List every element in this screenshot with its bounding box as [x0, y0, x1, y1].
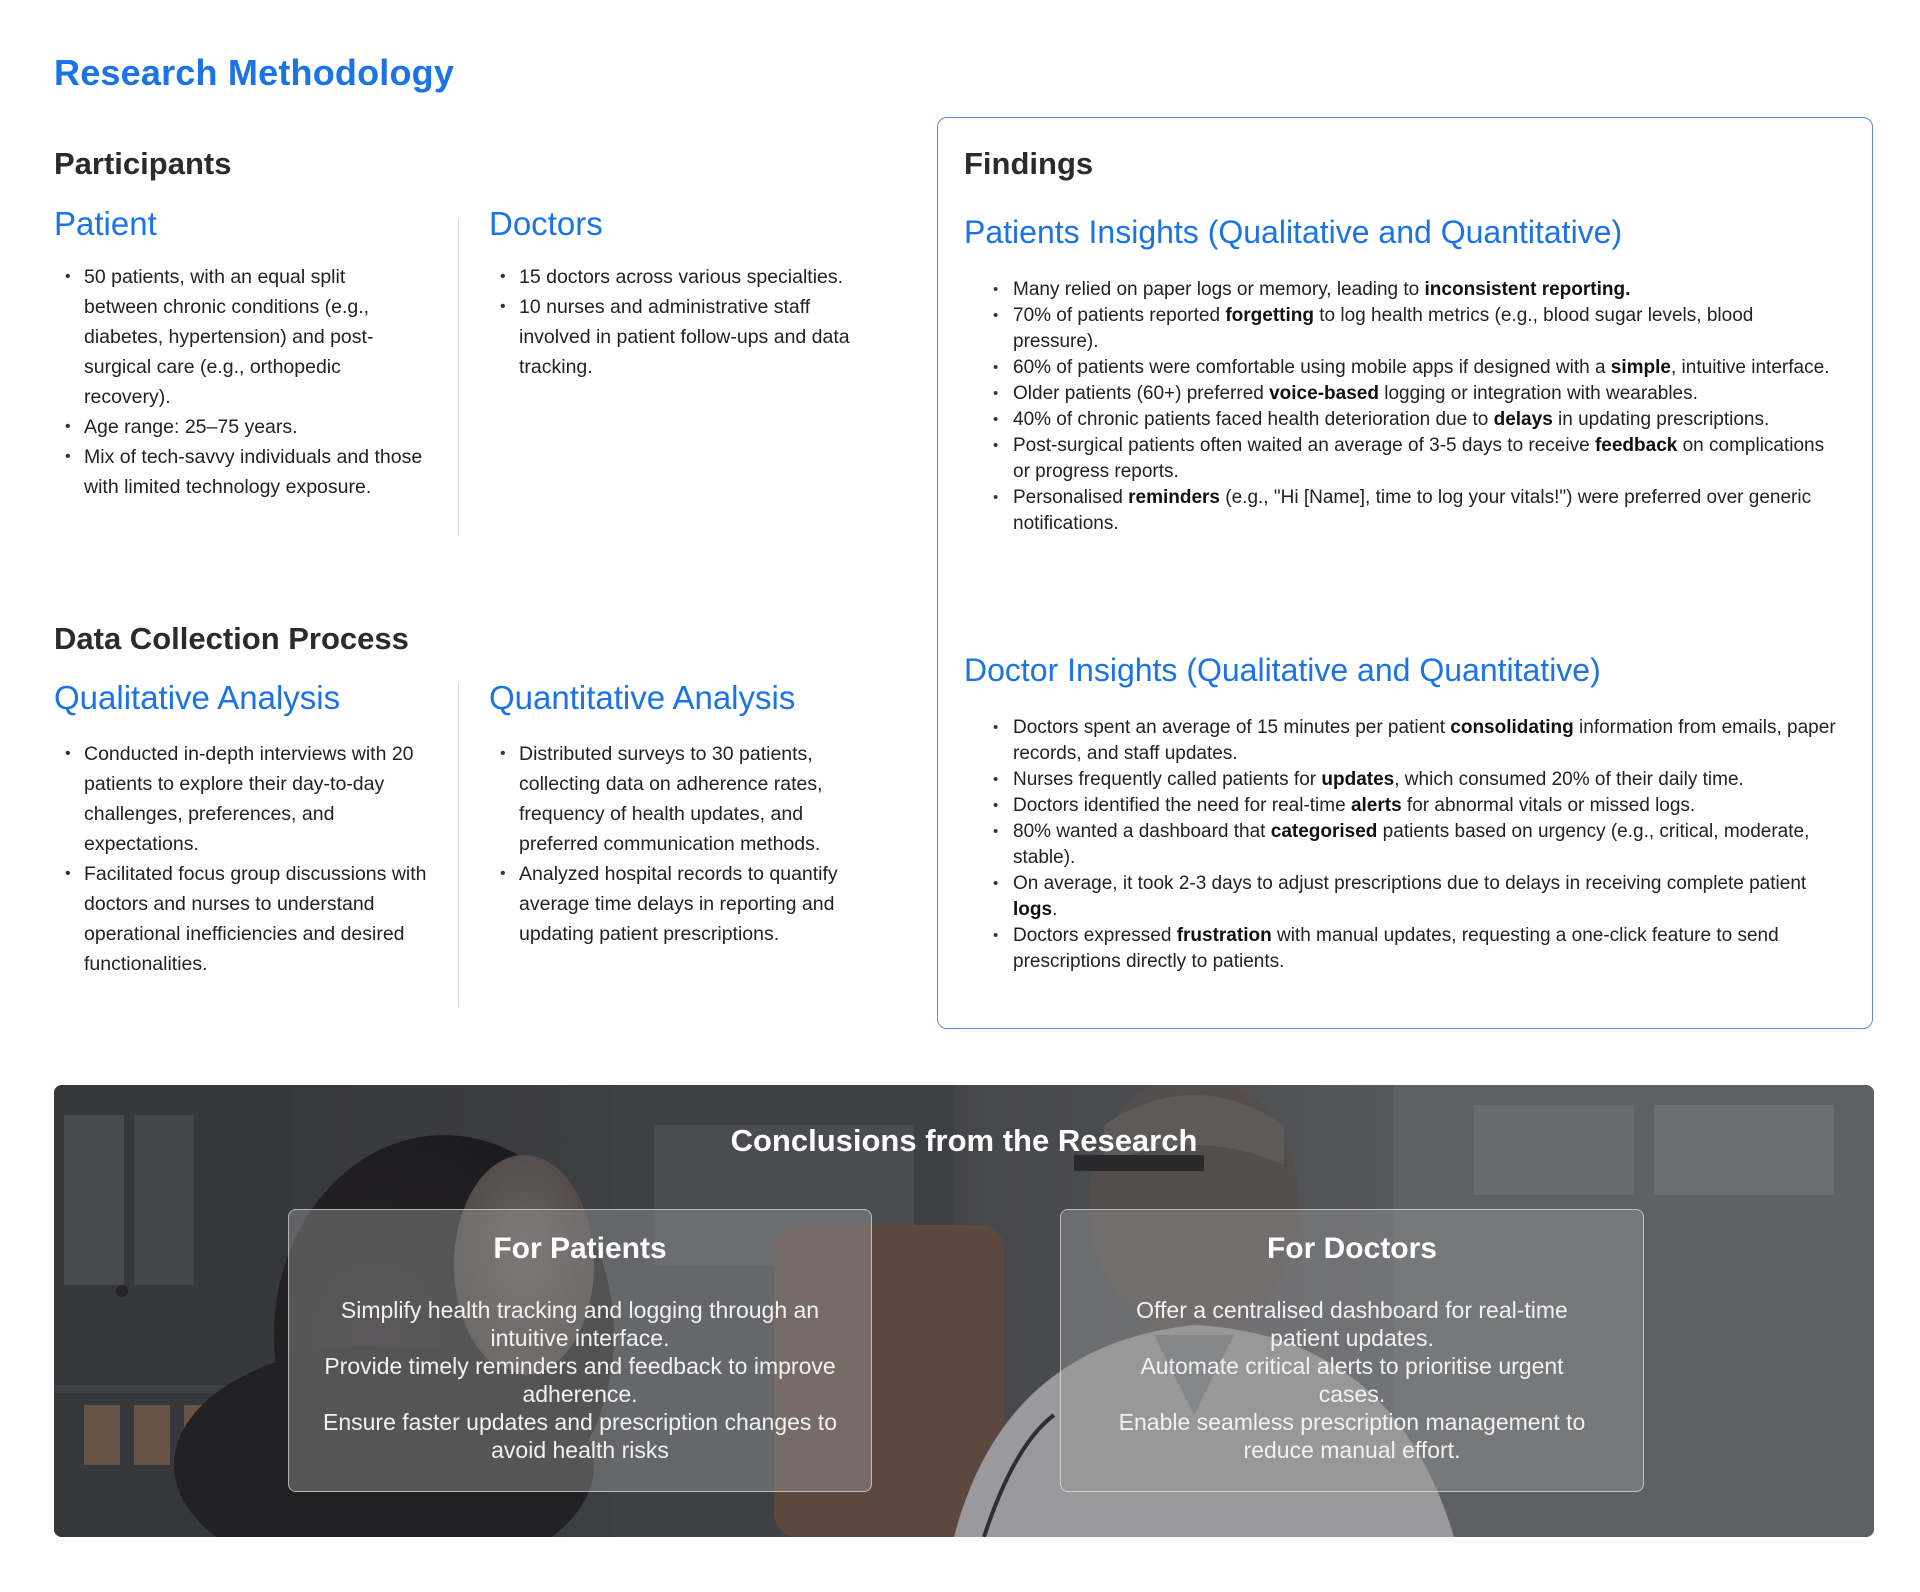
for-doctors-heading: For Doctors: [1266, 1232, 1437, 1265]
list-item: • Post-surgical patients often waited an average of 3-5 days to receive feedback on complications or progress reports.: [993, 433, 1843, 485]
list-item: • Many relied on paper logs or memory, leading to inconsistent reporting.: [993, 277, 1843, 303]
quantitative-heading: Quantitative Analysis: [489, 679, 796, 716]
list-item: • Doctors spent an average of 15 minutes per patient consolidating information from emails, paper records, and staff updates.: [993, 715, 1848, 767]
for-doctors-card: [1060, 1209, 1644, 1492]
list-item: • 50 patients, with an equal split between chronic conditions (e.g., diabetes, hypertension) and post-surgical care (e.g., orthopedic recovery).: [54, 262, 424, 412]
list-item: • Older patients (60+) preferred voice-based logging or integration with wearables.: [993, 381, 1843, 407]
for-patients-card: [288, 1209, 872, 1492]
list-item: • Analyzed hospital records to quantify average time delays in reporting and updating patient prescriptions.: [489, 859, 881, 949]
conclusions-banner: [54, 1085, 1874, 1537]
doctor-insights-heading: Doctor Insights (Qualitative and Quantitative): [964, 652, 1601, 688]
list-item: • Mix of tech-savvy individuals and those with limited technology exposure.: [54, 442, 424, 502]
participants-heading: Participants: [54, 146, 232, 181]
list-item: • Nurses frequently called patients for updates, which consumed 20% of their daily time.: [993, 767, 1848, 793]
doctors-heading: Doctors: [489, 205, 603, 242]
page-title: Research Methodology: [54, 52, 455, 93]
doctors-list: [489, 262, 869, 382]
quantitative-list: [489, 739, 881, 949]
for-patients-text: [311, 1296, 849, 1464]
list-item: • Doctors identified the need for real-time alerts for abnormal vitals or missed logs.: [993, 793, 1848, 819]
list-item: • 15 doctors across various specialties.: [489, 262, 869, 292]
list-item: • Distributed surveys to 30 patients, collecting data on adherence rates, frequency of health updates, and preferred communication methods.: [489, 739, 881, 859]
list-item: • 70% of patients reported forgetting to log health metrics (e.g., blood sugar levels, blood pressure).: [993, 303, 1843, 355]
list-item: • Age range: 25–75 years.: [54, 412, 424, 442]
list-item: • 60% of patients were comfortable using mobile apps if designed with a simple, intuitive interface.: [993, 355, 1843, 381]
patients-insights-heading: Patients Insights (Qualitative and Quantitative): [964, 214, 1623, 250]
conclusion-line: Simplify health tracking and logging through an intuitive interface.: [340, 1297, 820, 1351]
conclusion-line: Automate critical alerts to prioritise urgent cases.: [1140, 1353, 1564, 1407]
list-item: • 40% of chronic patients faced health deterioration due to delays in updating prescriptions.: [993, 407, 1843, 433]
conclusions-heading: Conclusions from the Research: [730, 1123, 1198, 1158]
patients-insights-list: [993, 277, 1843, 537]
list-item: • 10 nurses and administrative staff involved in patient follow-ups and data tracking.: [489, 292, 869, 382]
data-collection-heading: Data Collection Process: [54, 621, 409, 656]
list-item: • Conducted in-depth interviews with 20 patients to explore their day-to-day challenges, preferences, and expectations.: [54, 739, 446, 859]
for-doctors-text: [1111, 1296, 1593, 1464]
conclusion-line: Ensure faster updates and prescription changes to avoid health risks: [323, 1409, 837, 1463]
for-patients-heading: For Patients: [493, 1232, 667, 1265]
list-item: • Facilitated focus group discussions with doctors and nurses to understand operational inefficiencies and desired functionalities.: [54, 859, 446, 979]
list-item: • 80% wanted a dashboard that categorised patients based on urgency (e.g., critical, moderate, stable).: [993, 819, 1848, 871]
patient-list: [54, 262, 424, 502]
patient-heading: Patient: [54, 205, 157, 242]
column-divider: [458, 218, 459, 536]
qualitative-list: [54, 739, 446, 979]
list-item: • On average, it took 2-3 days to adjust prescriptions due to delays in receiving complete patient logs.: [993, 871, 1848, 923]
conclusion-line: Provide timely reminders and feedback to improve adherence.: [324, 1353, 836, 1407]
doctor-insights-list: [993, 715, 1848, 975]
column-divider: [458, 682, 459, 1007]
conclusion-line: Enable seamless prescription management to reduce manual effort.: [1118, 1409, 1586, 1463]
conclusion-line: Offer a centralised dashboard for real-time patient updates.: [1136, 1297, 1568, 1351]
findings-heading: Findings: [964, 146, 1094, 181]
list-item: • Personalised reminders (e.g., "Hi [Name], time to log your vitals!") were preferred over generic notifications.: [993, 485, 1843, 537]
qualitative-heading: Qualitative Analysis: [54, 679, 341, 716]
list-item: • Doctors expressed frustration with manual updates, requesting a one-click feature to send prescriptions directly to patients.: [993, 923, 1848, 975]
